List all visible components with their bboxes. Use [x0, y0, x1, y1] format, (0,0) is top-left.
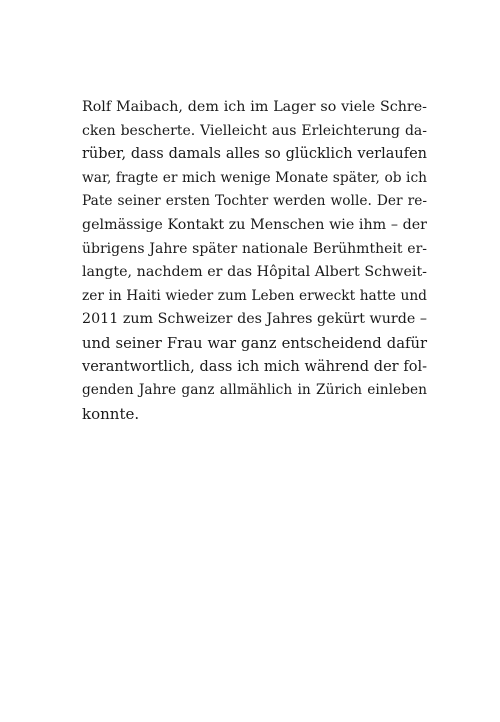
text-line: übrigens Jahre später nationale Berühmtheit er-: [82, 240, 427, 257]
body-text: [82, 96, 427, 426]
text-line: konnte.: [82, 404, 140, 423]
text-line: gelmässige Kontakt zu Menschen wie ihm – der: [82, 216, 427, 233]
text-line: und seiner Frau war ganz entscheidend dafür: [82, 334, 427, 352]
text-line: verantwortlich, dass ich mich während der fol-: [82, 358, 427, 375]
text-line: 2011 zum Schweizer des Jahres gekürt wurde –: [82, 311, 427, 328]
text-line: Rolf Maibach, dem ich im Lager so viele Schre-: [82, 99, 427, 115]
text-line: genden Jahre ganz allmählich in Zürich einleben: [82, 382, 427, 399]
text-line: Pate seiner ersten Tochter werden wolle. Der re-: [82, 193, 427, 210]
text-line: langte, nachdem er das Hôpital Albert Schweit-: [82, 264, 427, 281]
text-line: zer in Haiti wieder zum Leben erweckt hatte und: [82, 287, 427, 304]
text-line: cken bescherte. Vielleicht aus Erleichterung da-: [82, 122, 427, 139]
text-line: war, fragte er mich wenige Monate später, ob ich: [82, 169, 427, 186]
text-line: rüber, dass damals alles so glücklich verlaufen: [82, 146, 427, 163]
